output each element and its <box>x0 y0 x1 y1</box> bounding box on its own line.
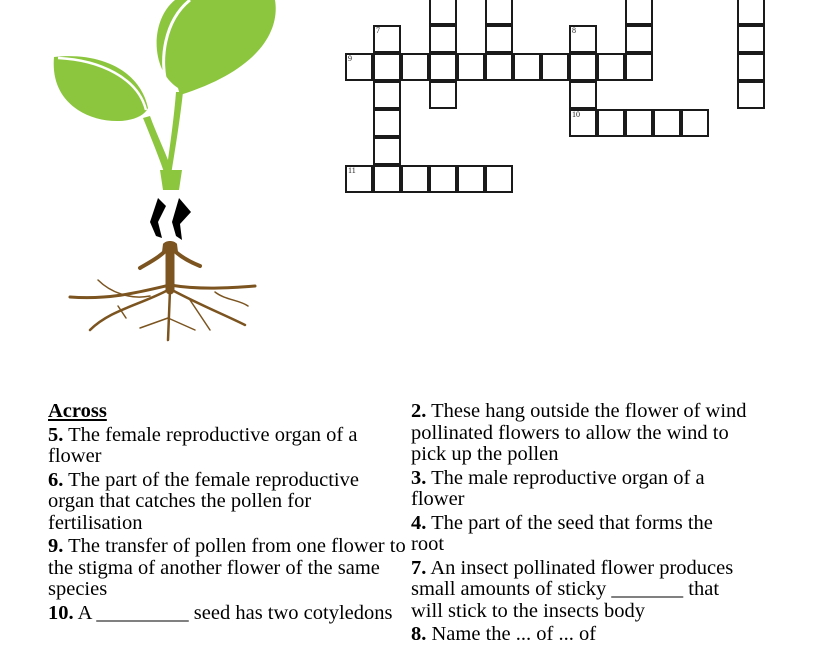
clue-across-6: 6. The part of the female reproductive organ that catches the pollen for fertilisation <box>48 468 359 534</box>
crossword-cell[interactable] <box>429 81 457 109</box>
crossword-cell[interactable] <box>569 109 597 137</box>
crossword-cell[interactable] <box>569 81 597 109</box>
crossword-cell[interactable] <box>401 53 429 81</box>
crossword-cell[interactable] <box>373 165 401 193</box>
double-arrow-icon <box>150 198 191 240</box>
crossword-cell[interactable] <box>737 25 765 53</box>
crossword-cell[interactable] <box>429 25 457 53</box>
crossword-cell[interactable] <box>737 81 765 109</box>
across-heading: Across <box>48 400 107 422</box>
crossword-cell[interactable] <box>373 81 401 109</box>
crossword-cell[interactable] <box>401 165 429 193</box>
crossword-cell[interactable] <box>345 165 373 193</box>
crossword-cell[interactable] <box>457 165 485 193</box>
clue-across-10: 10. A _________ seed has two cotyledons <box>48 601 393 624</box>
crossword-cell[interactable] <box>429 53 457 81</box>
crossword-cell[interactable] <box>485 53 513 81</box>
crossword-cell[interactable] <box>737 0 765 25</box>
clue-number: 9 <box>348 54 352 63</box>
crossword-grid <box>0 0 816 200</box>
clue-number: 7 <box>376 26 380 35</box>
crossword-cell[interactable] <box>373 53 401 81</box>
clue-down-7: 7. An insect pollinated flower produces small amounts of sticky _______ that will stick to the insects body <box>411 556 734 622</box>
crossword-cell[interactable] <box>569 53 597 81</box>
roots-icon <box>70 246 255 340</box>
crossword-cell[interactable] <box>373 109 401 137</box>
clues-down-column <box>411 401 751 648</box>
crossword-cell[interactable] <box>541 53 569 81</box>
crossword-cell[interactable] <box>625 25 653 53</box>
clue-down-3: 3. The male reproductive organ of a flower <box>411 466 705 510</box>
clue-down-4: 4. The part of the seed that forms the root <box>411 511 713 555</box>
crossword-cell[interactable] <box>457 53 485 81</box>
clue-number: 10 <box>572 110 580 119</box>
clue-down-2: 2. These hang outside the flower of wind pollinated flowers to allow the wind to pick up the pollen <box>411 400 747 465</box>
crossword-cell[interactable] <box>513 53 541 81</box>
crossword-cell[interactable] <box>737 53 765 81</box>
crossword-cell[interactable] <box>569 25 597 53</box>
crossword-cell[interactable] <box>597 53 625 81</box>
crossword-cell[interactable] <box>653 109 681 137</box>
clue-across-5: 5. The female reproductive organ of a flower <box>48 423 358 467</box>
clue-number: 11 <box>348 166 356 175</box>
clues-across-column <box>48 401 408 626</box>
crossword-cell[interactable] <box>345 53 373 81</box>
crossword-cell[interactable] <box>625 109 653 137</box>
crossword-cell[interactable] <box>597 109 625 137</box>
crossword-cell[interactable] <box>625 53 653 81</box>
clue-number: 8 <box>572 26 576 35</box>
crossword-cell[interactable] <box>485 165 513 193</box>
crossword-cell[interactable] <box>485 25 513 53</box>
crossword-cell[interactable] <box>373 25 401 53</box>
crossword-cell[interactable] <box>373 137 401 165</box>
crossword-cell[interactable] <box>429 0 457 25</box>
crossword-cell[interactable] <box>625 0 653 25</box>
crossword-cell[interactable] <box>429 165 457 193</box>
crossword-cell[interactable] <box>681 109 709 137</box>
clue-down-8: 8. Name the ... of ... of <box>411 623 597 645</box>
clue-across-9: 9. The transfer of pollen from one flower to the stigma of another flower of the same species <box>48 535 406 600</box>
crossword-cell[interactable] <box>485 0 513 25</box>
